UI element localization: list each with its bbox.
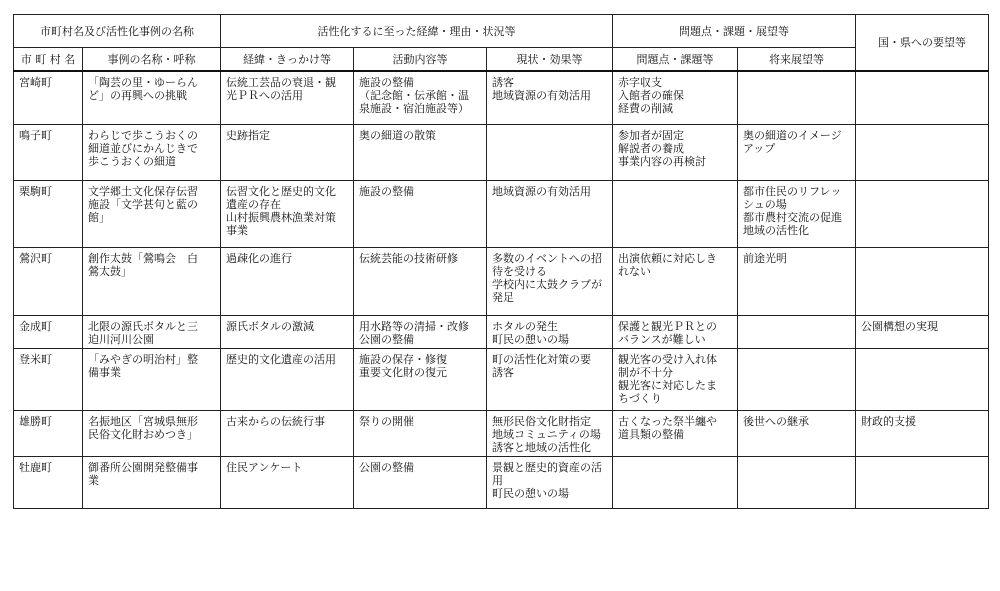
- cell-town: 栗駒町: [14, 180, 83, 247]
- cell-town: 登米町: [14, 348, 83, 410]
- cell-future: 前途光明: [738, 247, 856, 315]
- col-header-problems: 問題点・課題等: [613, 48, 738, 72]
- cell-effect: [487, 124, 613, 180]
- cell-request: [856, 124, 989, 180]
- cell-name: 名振地区「宮城県無形 民俗文化財おめつき」: [83, 410, 221, 456]
- cell-problems: 赤字収支 入館者の確保 経費の削減: [613, 71, 738, 124]
- table-row: [14, 124, 989, 180]
- col-header-future: 将来展望等: [738, 48, 856, 72]
- cell-request: [856, 247, 989, 315]
- cell-request: [856, 180, 989, 247]
- cell-background: 伝統工芸品の衰退・観 光ＰＲへの活用: [221, 71, 354, 124]
- cell-future: 後世への継承: [738, 410, 856, 456]
- cell-town: 牡鹿町: [14, 456, 83, 508]
- cell-effect: 景観と歴史的資産の活 用 町民の憩いの場: [487, 456, 613, 508]
- cell-background: 過疎化の進行: [221, 247, 354, 315]
- cell-town: 鶯沢町: [14, 247, 83, 315]
- table-row: [14, 410, 989, 456]
- cell-background: 伝習文化と歴史的文化 遺産の存在 山村振興農林漁業対策 事業: [221, 180, 354, 247]
- table-row: [14, 348, 989, 410]
- col-header-background: 経緯・きっかけ等: [221, 48, 354, 72]
- cell-name: 御番所公園開発整備事 業: [83, 456, 221, 508]
- cell-activity: 公園の整備: [354, 456, 487, 508]
- cell-future: [738, 315, 856, 348]
- cell-problems: 参加者が固定 解説者の養成 事業内容の再検討: [613, 124, 738, 180]
- cell-name: 「陶芸の里・ゆーらん ど」の再興への挑戦: [83, 71, 221, 124]
- cell-request: 公園構想の実現: [856, 315, 989, 348]
- cell-request: [856, 456, 989, 508]
- cell-activity: 伝統芸能の技術研修: [354, 247, 487, 315]
- cell-future: 都市住民のリフレッ シュの場 都市農村交流の促進 地域の活性化: [738, 180, 856, 247]
- cell-future: [738, 456, 856, 508]
- cell-background: 古来からの伝統行事: [221, 410, 354, 456]
- cell-activity: 用水路等の清掃・改修 公園の整備: [354, 315, 487, 348]
- cell-town: 雄勝町: [14, 410, 83, 456]
- table-row: [14, 247, 989, 315]
- col-header-town: 市 町 村 名: [14, 48, 83, 72]
- cell-name: わらじで歩こうおくの 細道並びにかんじきで 歩こうおくの細道: [83, 124, 221, 180]
- cell-effect: 町の活性化対策の要 誘客: [487, 348, 613, 410]
- cell-background: 源氏ボタルの激減: [221, 315, 354, 348]
- cell-name: 北限の源氏ボタルと三 迫川河川公園: [83, 315, 221, 348]
- cell-activity: 施設の保存・修復 重要文化財の復元: [354, 348, 487, 410]
- cell-activity: 施設の整備: [354, 180, 487, 247]
- cell-future: 奥の細道のイメージ アップ: [738, 124, 856, 180]
- data-table: [13, 14, 989, 509]
- table-wrapper: [13, 14, 989, 509]
- cell-town: 宮崎町: [14, 71, 83, 124]
- cell-background: 史跡指定: [221, 124, 354, 180]
- cell-background: 歴史的文化遺産の活用: [221, 348, 354, 410]
- table-row: [14, 71, 989, 124]
- cell-name: 創作太鼓「鶯鳴会 白 鶯太鼓」: [83, 247, 221, 315]
- table-row: [14, 180, 989, 247]
- cell-request: [856, 71, 989, 124]
- cell-future: [738, 71, 856, 124]
- cell-town: 金成町: [14, 315, 83, 348]
- cell-effect: 誘客 地域資源の有効活用: [487, 71, 613, 124]
- cell-problems: 保護と観光ＰＲとの バランスが難しい: [613, 315, 738, 348]
- col-header-name: 事例の名称・呼称: [83, 48, 221, 72]
- cell-request: [856, 348, 989, 410]
- table-row: [14, 315, 989, 348]
- cell-future: [738, 348, 856, 410]
- cell-activity: 施設の整備 （記念館・伝承館・温 泉施設・宿泊施設等）: [354, 71, 487, 124]
- cell-effect: 無形民俗文化財指定 地域コミュニティの場 誘客と地域の活性化: [487, 410, 613, 456]
- table-row: [14, 456, 989, 508]
- header-group-background: 活性化するに至った経緯・理由・状況等: [221, 15, 613, 48]
- cell-activity: 奥の細道の散策: [354, 124, 487, 180]
- col-header-effect: 現状・効果等: [487, 48, 613, 72]
- cell-problems: [613, 456, 738, 508]
- cell-request: 財政的支援: [856, 410, 989, 456]
- cell-town: 鳴子町: [14, 124, 83, 180]
- cell-activity: 祭りの開催: [354, 410, 487, 456]
- col-header-activity: 活動内容等: [354, 48, 487, 72]
- header-group-problems: 問題点・課題・展望等: [613, 15, 856, 48]
- cell-problems: 出演依頼に対応しき れない: [613, 247, 738, 315]
- header-request: 国・県への要望等: [856, 15, 989, 72]
- cell-effect: 多数のイベントへの招 待を受ける 学校内に太鼓クラブが 発足: [487, 247, 613, 315]
- header-group-name: 市町村名及び活性化事例の名称: [14, 15, 221, 48]
- cell-effect: 地域資源の有効活用: [487, 180, 613, 247]
- cell-name: 「みやぎの明治村」整 備事業: [83, 348, 221, 410]
- cell-name: 文学郷土文化保存伝習 施設「文学甚句と藍の 館」: [83, 180, 221, 247]
- cell-effect: ホタルの発生 町民の憩いの場: [487, 315, 613, 348]
- cell-problems: 古くなった祭半纏や 道具類の整備: [613, 410, 738, 456]
- cell-problems: [613, 180, 738, 247]
- cell-problems: 観光客の受け入れ体 制が不十分 観光客に対応したま ちづくり: [613, 348, 738, 410]
- cell-background: 住民アンケート: [221, 456, 354, 508]
